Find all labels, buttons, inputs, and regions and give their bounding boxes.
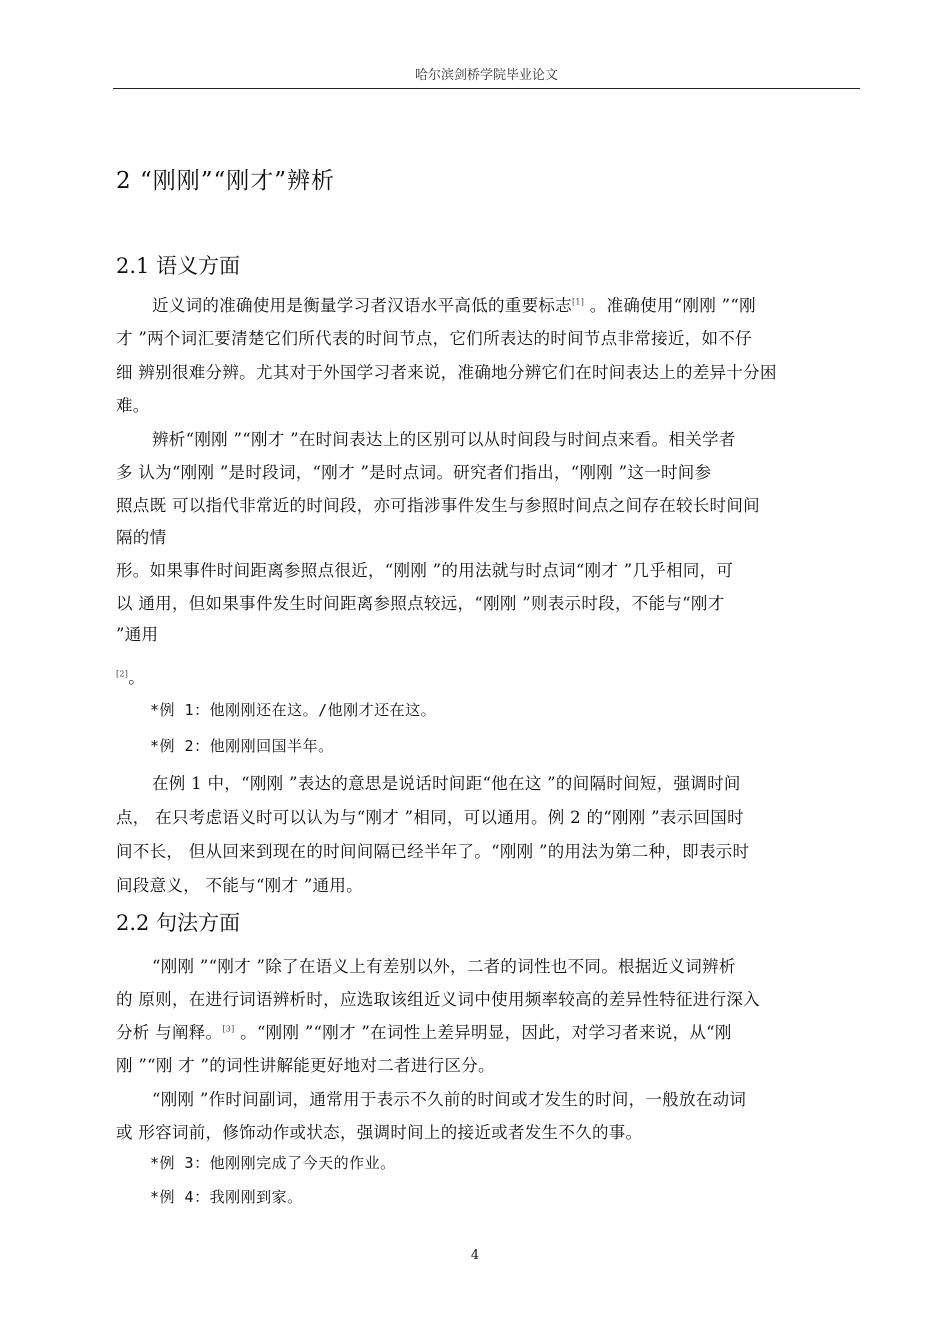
paragraph-line: 隔的情	[116, 528, 167, 547]
paragraph-line: 照点既 可以指代非常近的时间段，亦可指涉事件发生与参照时间点之间存在较长时间间	[116, 496, 760, 515]
paragraph-line: 细 辨别很难分辨。尤其对于外国学习者来说，准确地分辨它们在时间表达上的差异十分困	[116, 363, 777, 382]
paragraph-line: 刚 ”“刚 才 ”的词性讲解能更好地对二者进行区分。	[116, 1056, 495, 1075]
paragraph-line: 形。如果事件时间距离参照点很近，“刚刚 ”的用法就与时点词“刚才 ”几乎相同，可	[116, 561, 734, 580]
paragraph-line: “刚刚 ”作时间副词，通常用于表示不久前的时间或才发生的时间，一般放在动词	[152, 1090, 747, 1109]
paragraph-line: 以 通用，但如果事件发生时间距离参照点较远，“刚刚 ”则表示时段，不能与“刚才	[116, 594, 725, 613]
paragraph-line: 多 认为“刚刚 ”是时段词，“刚才 ”是时点词。研究者们指出，“刚刚 ”这一时间参	[116, 463, 712, 482]
paragraph-line: 或 形容词前，修饰动作或状态，强调时间上的接近或者发生不久的事。	[116, 1123, 643, 1142]
paragraph-line: 间段意义， 不能与“刚才 ”通用。	[116, 876, 363, 895]
citation-ref: [1]	[572, 297, 585, 307]
example-sentence: *例 4：我刚刚到家。	[150, 1188, 303, 1206]
page-number: 4	[470, 1248, 480, 1263]
header-rule	[113, 88, 860, 89]
example-sentence: *例 3：他刚刚完成了今天的作业。	[150, 1154, 396, 1172]
paragraph-line: 点， 在只考虑语义时可以认为与“刚才 ”相同，可以通用。例 2 的“刚刚 ”表示回国时	[116, 808, 744, 827]
paragraph-line: 分析 与阐释。[3] 。“刚刚 ”“刚才 ”在词性上差异明显，因此，对学习者来说，从“刚	[116, 1023, 732, 1042]
paragraph-line: “刚刚 ”“刚才 ”除了在语义上有差别以外，二者的词性也不同。根据近义词辨析	[152, 957, 736, 976]
citation-ref: [2]	[116, 669, 129, 679]
paragraph-line: ”通用	[116, 625, 159, 644]
section-title-semantics: 2.1 语义方面	[116, 254, 241, 278]
citation-ref: [3]	[222, 1024, 235, 1034]
paragraph-line: 在例 1 中，“刚刚 ”表达的意思是说话时间距“他在这 ”的间隔时间短，强调时间	[152, 774, 741, 793]
example-sentence: *例 1：他刚刚还在这。/他刚才还在这。	[150, 701, 437, 719]
section-title-syntax: 2.2 句法方面	[116, 911, 241, 935]
example-sentence: *例 2：他刚刚回国半年。	[150, 737, 334, 755]
paragraph-line: 间不长， 但从回来到现在的时间间隔已经半年了。“刚刚 ”的用法为第二种，即表示时	[116, 842, 750, 861]
paragraph-line: 近义词的准确使用是衡量学习者汉语水平高低的重要标志[1] 。准确使用“刚刚 ”“刚	[152, 296, 756, 315]
paragraph-line: 的 原则，在进行词语辨析时，应选取该组近义词中使用频率较高的差异性特征进行深入	[116, 990, 760, 1009]
paragraph-line: 辨析“刚刚 ”“刚才 ”在时间表达上的区别可以从时间段与时间点来看。相关学者	[152, 430, 736, 449]
chapter-title: 2 “刚刚”“刚才”辨析	[116, 168, 335, 194]
paragraph-line: 才 ”两个词汇要清楚它们所代表的时间节点，它们所表达的时间节点非常接近，如不仔	[116, 329, 752, 348]
paragraph-line: [2]。	[116, 668, 146, 687]
running-header: 哈尔滨剑桥学院毕业论文	[414, 68, 558, 83]
paragraph-line: 难。	[116, 396, 150, 415]
